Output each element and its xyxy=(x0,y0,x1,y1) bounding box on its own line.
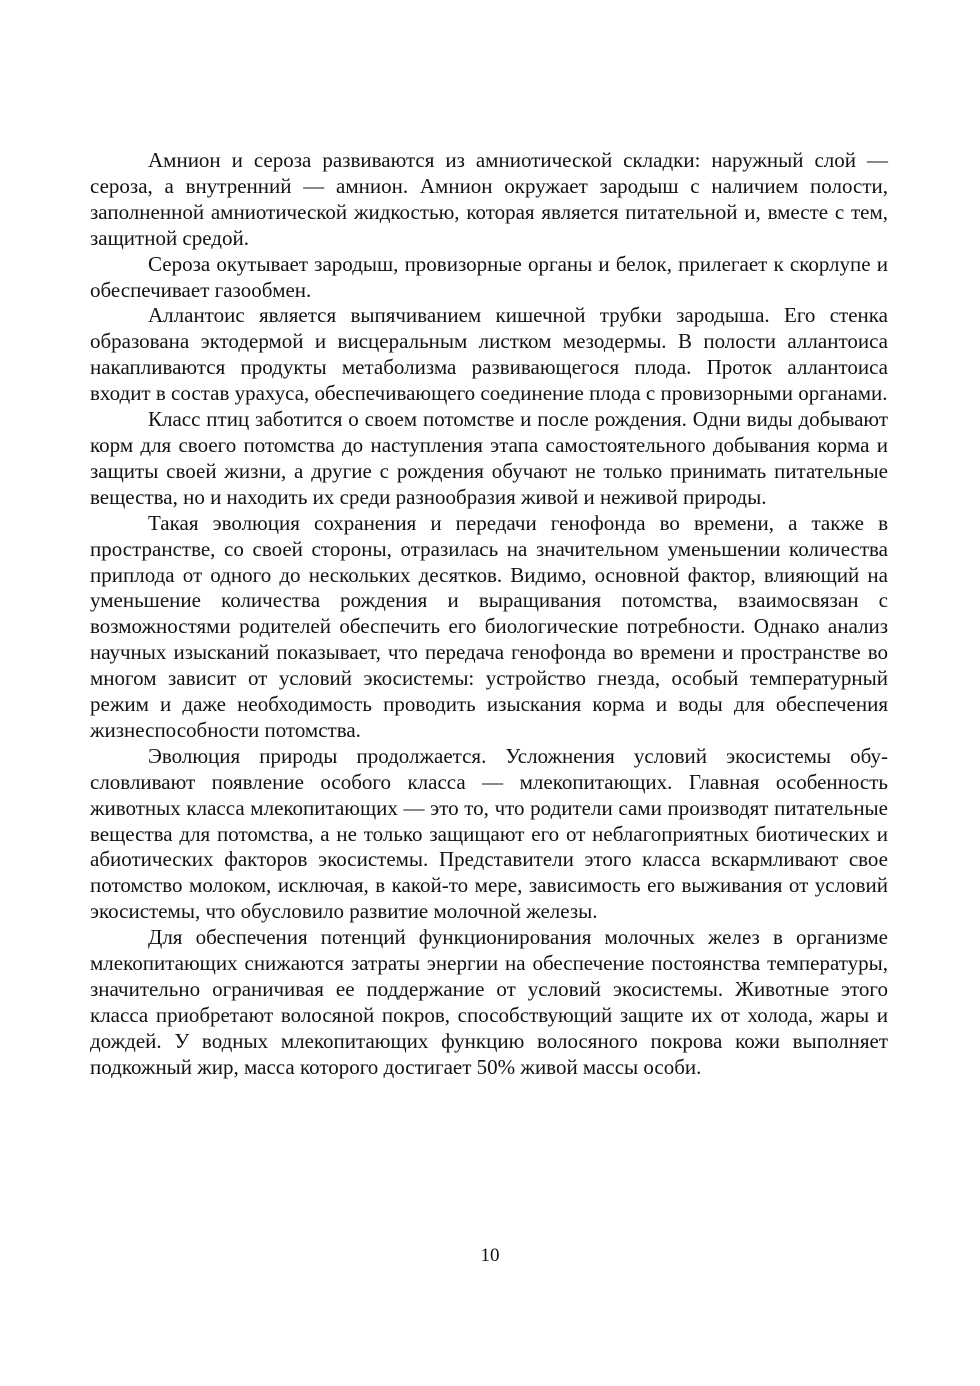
document-body xyxy=(90,148,888,1081)
paragraph-mammals-evolution: Эволюция природы продолжается. Усложнения условий экосистемы обусловливают появление особого класса — млекопитающих. Главная особенность животных класса млекопитающих — это то, что родители сами производят питательные вещества для потомства, а не только защищают его от неблагоприятных биотических и абиотических факторов экосистемы. Представители этого класса вскармливают свое потомство молоком, исключая, в какой-то мере, зависимость его выживания от условий экосистемы, что обусловило развитие молочной железы. xyxy=(90,743,888,924)
paragraph-mammary-glands: Для обеспечения потенций функционирования молочных желез в организме млекопитающих снижаются затраты энергии на обеспечение постоянства температуры, значительно ограничивая ее поддержание от условий экосистемы. Животные этого класса приобретают волосяной покров, способствующий защите их от холода, жары и дождей. У водных млекопитающих функцию волосяного покрова кожи выполняет подкожный жир, масса которого достигает 50% живой массы особи. xyxy=(90,925,888,1079)
page-number: 10 xyxy=(480,1245,500,1266)
paragraph-serosa-function: Сероза окутывает зародыш, провизорные органы и белок, прилегает к скорлупе и обеспечивает газообмен. xyxy=(90,251,888,302)
paragraph-allantois: Аллантоис является выпячиванием кишечной трубки зародыша. Его стенка образована эктодермой и висцеральным листком мезодермы. В полости аллантоиса накапливаются продукты метаболизма развивающегося плода. Проток аллантоиса входит в состав урахуса, обеспечивающего соединение плода с провизорными органами. xyxy=(90,303,888,406)
paragraph-birds-care: Класс птиц заботится о своем потомстве и после рождения. Одни виды добывают корм для своего потомства до наступления этапа самостоятельного добывания корма и защиты своей жизни, а другие с рождения обучают не только принимать питательные вещества, но и находить их среди разнообразия живой и неживой природы. xyxy=(90,407,888,509)
paragraph-amnion-serosa: Амнион и сероза развиваются из амниотической складки: наружный слой — сероза, а внутренний — амнион. Амнион окружает зародыш с наличием полости, заполненной амниотической жидкостью, которая является питательной и, вместе с тем, защитной средой. xyxy=(90,148,888,250)
paragraph-genepool-evolution: Такая эволюция сохранения и передачи генофонда во времени, а также в пространстве, со своей стороны, отразилась на значительном уменьшении количества приплода от одного до нескольких десятков. Видимо, основной фактор, влияющий на уменьшение количества рождения и выращивания потомства, взаимосвязан с возможностями родителей обеспечить его биологические потребности. Однако анализ научных изысканий показывает, что передача генофонда во времени и пространстве во многом зависит от условий экосистемы: устройство гнезда, особый температурный режим и даже необходимость проводить изыскания корма и воды для обеспечения жизнеспособности потомства. xyxy=(90,510,888,742)
